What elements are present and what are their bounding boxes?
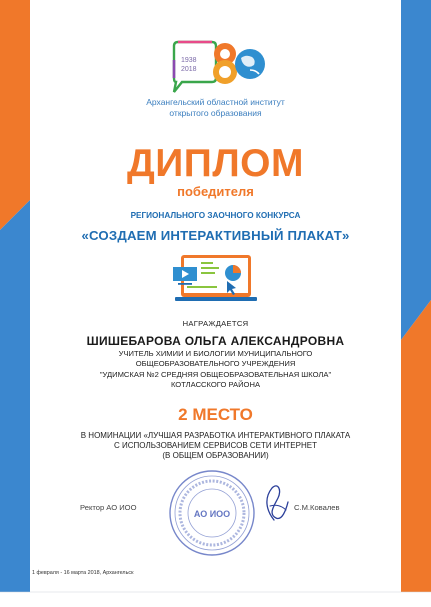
recipient-detail-line: "УДИМСКАЯ №2 СРЕДНЯЯ ОБЩЕОБРАЗОВАТЕЛЬНАЯ ШКОЛА" <box>99 369 332 379</box>
bottom-strip <box>0 592 431 607</box>
frame-left-blue <box>0 200 30 607</box>
screen-line-4 <box>187 286 217 288</box>
nomination-line: В НОМИНАЦИИ «ЛУЧШАЯ РАЗРАБОТКА ИНТЕРАКТИВНОГО ПЛАКАТА <box>80 431 351 440</box>
recipient-detail-line: КОТЛАССКОГО РАЙОНА <box>170 379 261 389</box>
recipient-detail-line: ОБЩЕОБРАЗОВАТЕЛЬНОГО УЧРЕЖДЕНИЯ <box>135 359 296 369</box>
handwritten-signature <box>256 480 296 526</box>
screen-line-2 <box>201 267 219 269</box>
logo-year-start: 1938 <box>181 57 197 64</box>
organization-name <box>0 97 431 118</box>
signatory-title: Ректор АО ИОО <box>80 503 137 512</box>
diploma-subtitle: победителя <box>177 184 254 199</box>
contest-type: РЕГИОНАЛЬНОГО ЗАОЧНОГО КОНКУРСА <box>130 211 301 220</box>
contest-name: «СОЗДАЕМ ИНТЕРАКТИВНЫЙ ПЛАКАТ» <box>81 228 350 243</box>
recipient-detail-line: УЧИТЕЛЬ ХИМИИ И БИОЛОГИИ МУНИЦИПАЛЬНОГО <box>118 349 313 358</box>
screen-line-3 <box>201 272 215 274</box>
logo-eight-bottom <box>216 63 234 81</box>
nomination-line: (В ОБЩЕМ ОБРАЗОВАНИИ) <box>162 451 269 460</box>
logo-eight-top <box>217 46 233 62</box>
recipient-details <box>0 349 431 390</box>
awarded-label: НАГРАЖДАЕТСЯ <box>182 319 249 328</box>
stamp-text: АО ИОО <box>193 509 231 519</box>
logo-year-end: 2018 <box>181 66 197 73</box>
window-caption-line <box>178 283 192 285</box>
nomination-line: С ИСПОЛЬЗОВАНИЕМ СЕРВИСОВ СЕТИ ИНТЕРНЕТ <box>114 441 317 450</box>
signature-stroke <box>267 486 288 520</box>
anniversary-80-logo <box>168 40 268 96</box>
screen-line-1 <box>201 262 213 264</box>
footer-dates: 1 февраля - 16 марта 2018, Архангельск <box>32 570 134 576</box>
organization-line-2: открытого образования <box>169 107 262 118</box>
diploma-title: ДИПЛОМ <box>126 142 305 185</box>
nomination-text <box>0 431 431 461</box>
official-stamp <box>166 469 258 557</box>
place-label: 2 МЕСТО <box>178 405 253 424</box>
organization-line-1: Архангельский областной институт <box>146 97 285 107</box>
presentation-monitor-icon <box>173 253 259 303</box>
signatory-name: С.М.Ковалев <box>294 503 340 512</box>
monitor-base <box>175 297 257 301</box>
recipient-name: ШИШЕБАРОВА ОЛЬГА АЛЕКСАНДРОВНА <box>86 334 345 348</box>
